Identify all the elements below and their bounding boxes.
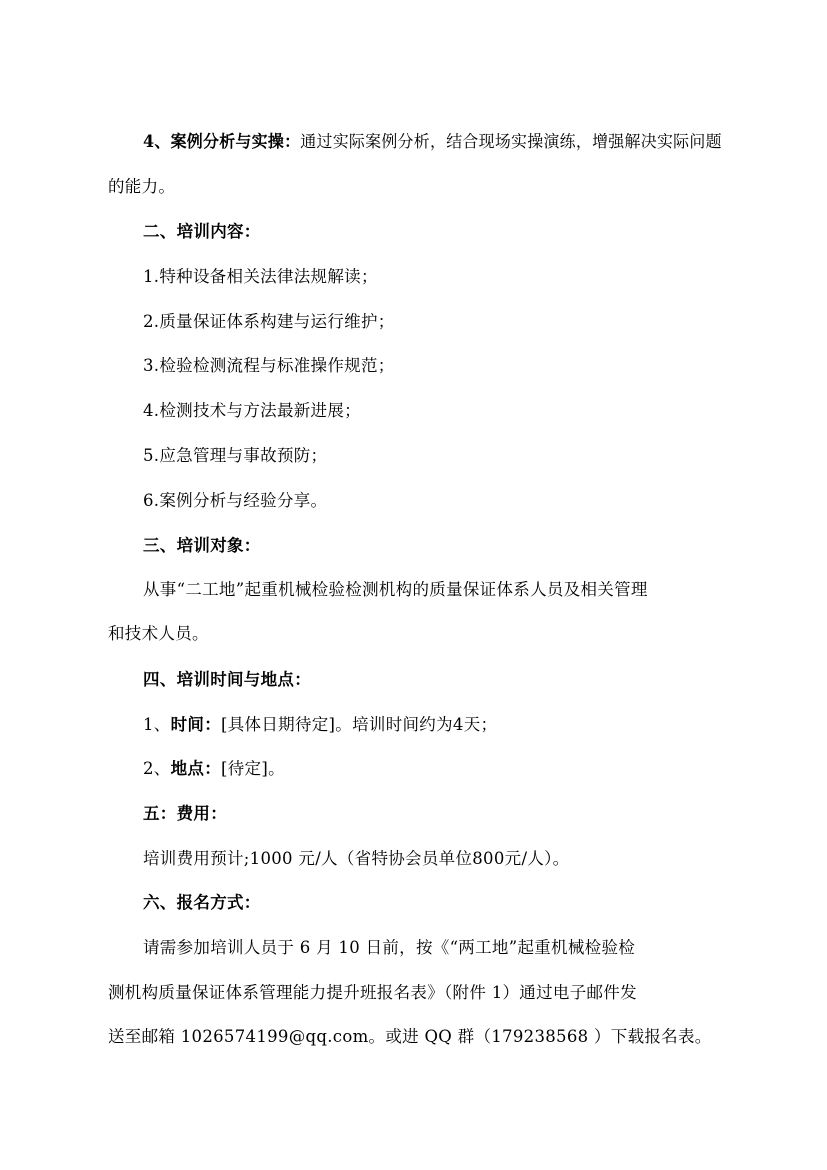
content-item-2: 2.质量保证体系构建与运行维护； [143, 312, 395, 331]
content-item-4: 4.检测技术与方法最新进展； [143, 401, 361, 420]
fee-heading: 五：费用： [143, 804, 227, 823]
item4-text-line2: 的能力。 [108, 177, 176, 196]
audience-line1: 从事“二工地”起重机械检验检测机构的质量保证体系人员及相关管理 [143, 580, 648, 599]
fee-text: 培训费用预计;1000 元/人（省特协会员单位800元/人）。 [143, 849, 570, 868]
time-prefix: 1、 [143, 715, 171, 734]
place-line [143, 758, 285, 780]
registration-line3: 送至邮箱 1026574199@qq.com。或进 QQ 群（179238568 ）下载报名表。 [108, 1027, 712, 1046]
registration-heading: 六、报名方式： [143, 893, 261, 912]
time-line [143, 714, 497, 736]
place-label: 地点： [170, 759, 222, 778]
content-item-1: 1.特种设备相关法律法规解读； [143, 267, 378, 286]
item4-label: 4、案例分析与实操： [143, 132, 301, 151]
item4-text-line1: 通过实际案例分析，结合现场实操演练，增强解决实际问题 [300, 132, 722, 151]
registration-line1: 请需参加培训人员于 6 月 10 日前，按《“两工地”起重机械检验检 [143, 938, 636, 957]
content-item-6: 6.案例分析与经验分享。 [143, 491, 328, 510]
time-place-heading: 四、培训时间与地点： [143, 670, 311, 689]
time-value: [具体日期待定]。培训时间约为4天； [221, 715, 498, 734]
place-prefix: 2、 [143, 759, 171, 778]
time-label: 时间： [170, 715, 222, 734]
audience-heading: 三、培训对象： [143, 536, 261, 555]
content-item-5: 5.应急管理与事故预防； [143, 446, 328, 465]
item4-paragraph [143, 131, 722, 153]
content-heading: 二、培训内容： [143, 222, 261, 241]
audience-line2: 和技术人员。 [108, 624, 209, 643]
registration-line2: 测机构质量保证体系管理能力提升班报名表》（附件 1）通过电子邮件发 [108, 983, 637, 1002]
content-item-3: 3.检验检测流程与标准操作规范； [143, 356, 395, 375]
place-value: [待定]。 [221, 759, 285, 778]
